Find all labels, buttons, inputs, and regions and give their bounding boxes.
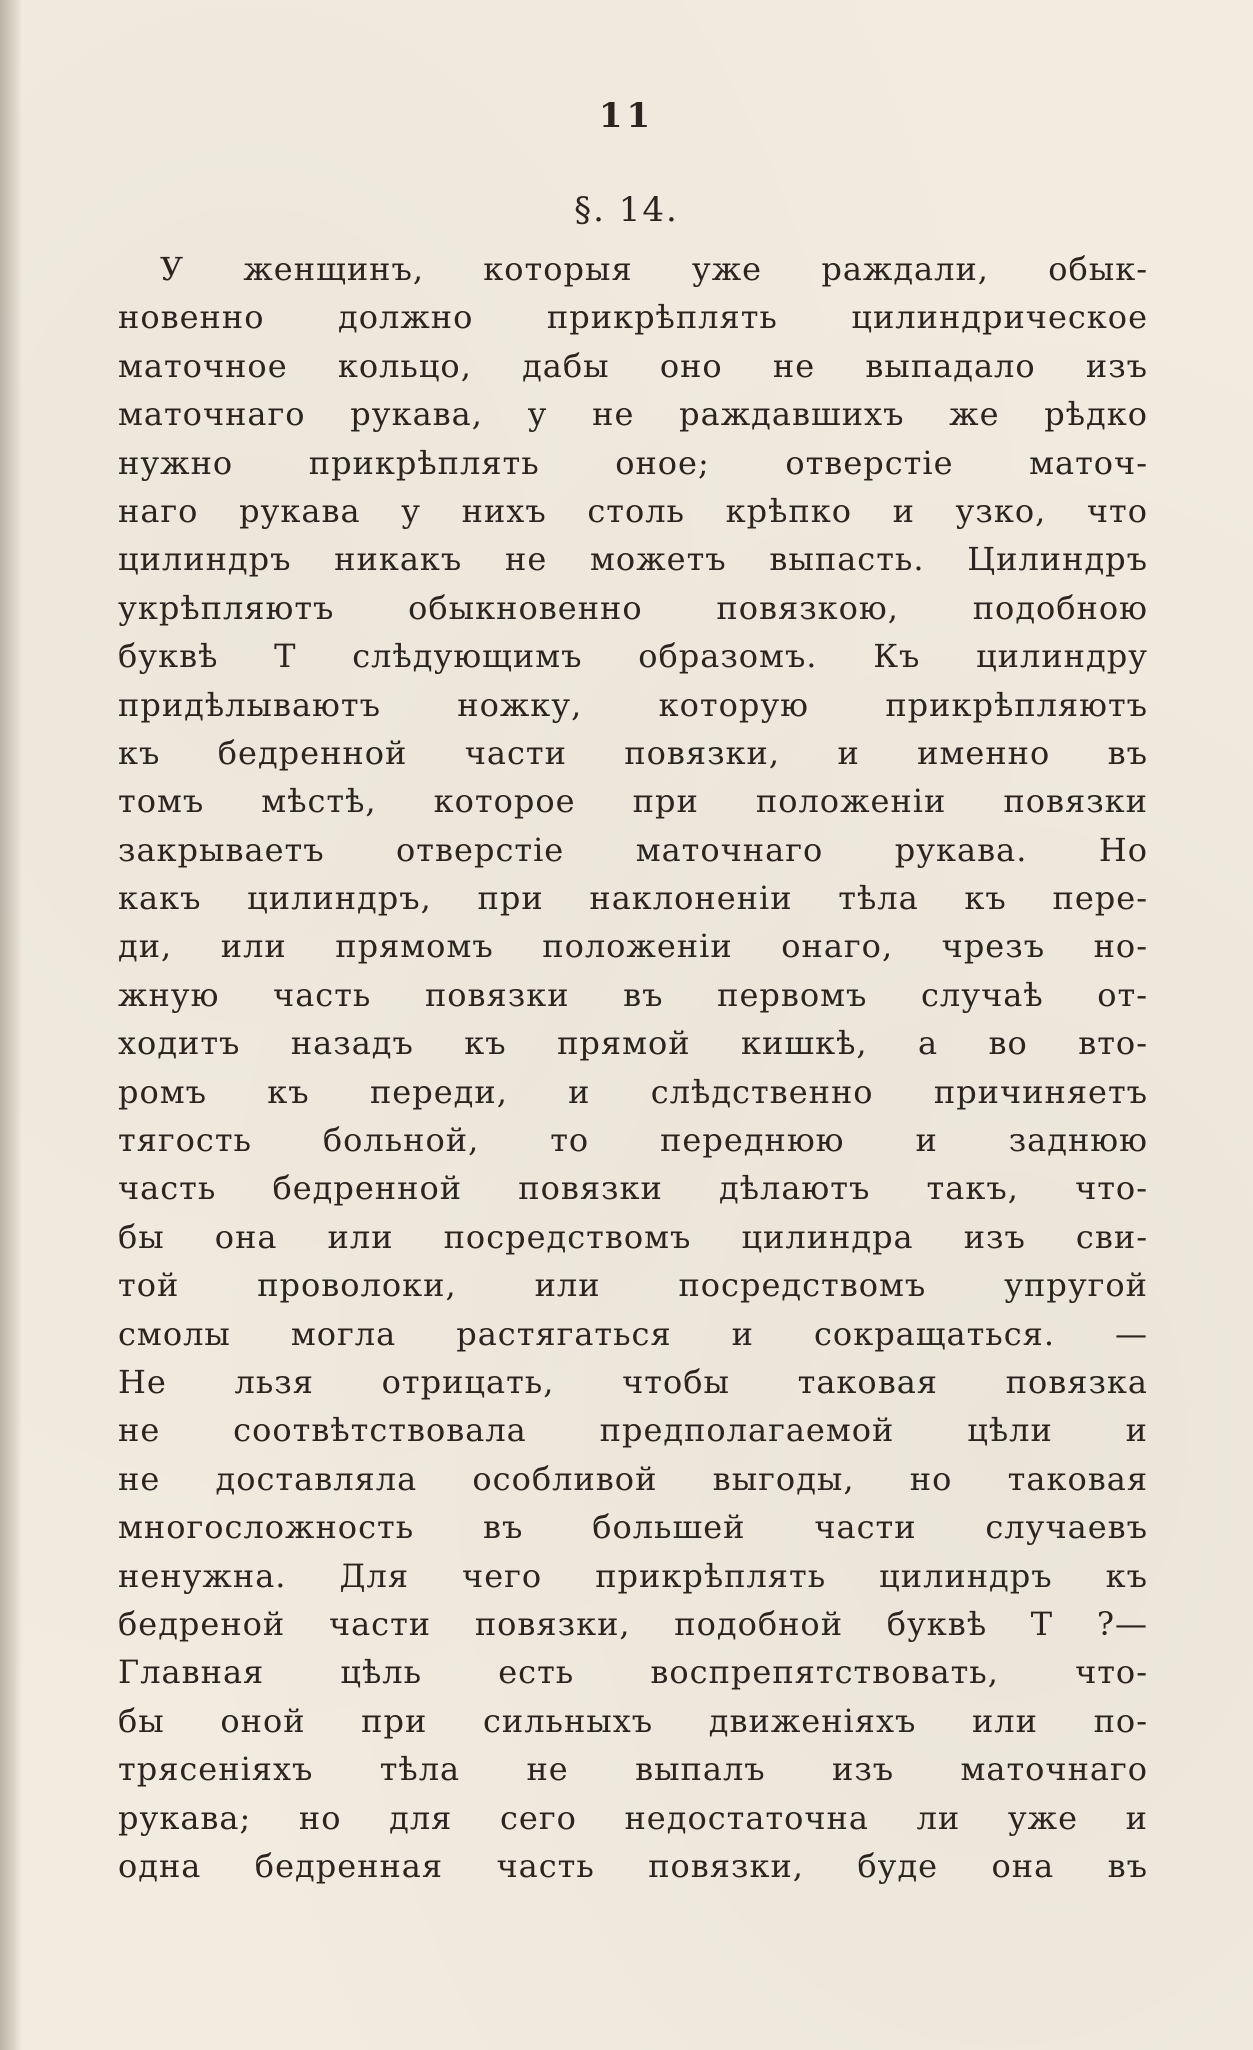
page-binding-edge — [0, 0, 22, 2050]
text-line: нужно прикрѣплять оное; отверстіе маточ- — [118, 443, 1148, 482]
text-line: томъ мѣстѣ, которое при положеніи повязки — [118, 782, 1148, 821]
text-line: не соотвѣтствовала предполагаемой цѣли и — [118, 1411, 1148, 1450]
text-line: придѣлываютъ ножку, которую прикрѣпляютъ — [118, 685, 1148, 724]
text-line: одна бедренная часть повязки, буде она въ — [118, 1846, 1148, 1885]
text-line: укрѣпляютъ обыкновенно повязкою, подобною — [118, 588, 1148, 627]
text-line: какъ цилиндръ, при наклоненіи тѣла къ пере- — [118, 879, 1148, 918]
text-line: тягость больной, то переднюю и заднюю — [118, 1121, 1148, 1160]
page-number: 11 — [598, 96, 655, 136]
text-line: закрываетъ отверстіе маточнаго рукава. Но — [118, 830, 1148, 869]
text-line: бедреной части повязки, подобной буквѣ Т ?— — [118, 1604, 1148, 1643]
text-line: ди, или прямомъ положеніи онаго, чрезъ но- — [118, 927, 1148, 966]
text-line: смолы могла растягаться и сокращаться. — — [118, 1314, 1148, 1353]
text-line: рукава; но для сего недостаточна ли уже и — [118, 1798, 1148, 1837]
text-line: часть бедренной повязки дѣлаютъ такъ, что- — [118, 1169, 1148, 1208]
text-line: той проволоки, или посредствомъ упругой — [118, 1266, 1148, 1305]
text-line: бы она или посредствомъ цилиндра изъ сви- — [118, 1217, 1148, 1256]
text-line: не доставляла особливой выгоды, но таковая — [118, 1459, 1148, 1498]
text-line: цилиндръ никакъ не можетъ выпасть. Цилиндръ — [118, 540, 1148, 579]
text-line: новенно должно прикрѣплять цилиндрическое — [118, 298, 1148, 337]
text-line: ходитъ назадъ къ прямой кишкѣ, а во вто- — [118, 1024, 1148, 1063]
text-line: Не льзя отрицать, чтобы таковая повязка — [118, 1362, 1148, 1401]
text-line: маточное кольцо, дабы оно не выпадало изъ — [118, 346, 1148, 385]
text-line: маточнаго рукава, у не раждавшихъ же рѣдко — [118, 395, 1148, 434]
text-line: ромъ къ переди, и слѣдственно причиняетъ — [118, 1072, 1148, 1111]
section-heading: §. 14. — [574, 190, 679, 230]
text-line: многосложность въ большей части случаевъ — [118, 1508, 1148, 1547]
text-line: буквѣ Т слѣдующимъ образомъ. Къ цилиндру — [118, 637, 1148, 676]
text-line: бы оной при сильныхъ движеніяхъ или по- — [118, 1701, 1148, 1740]
text-line: трясеніяхъ тѣла не выпалъ изъ маточнаго — [118, 1750, 1148, 1789]
text-line: къ бедренной части повязки, и именно въ — [118, 733, 1148, 772]
body-text — [118, 245, 1148, 1890]
text-line: жную часть повязки въ первомъ случаѣ от- — [118, 975, 1148, 1014]
text-line: У женщинъ, которыя уже раждали, обык- — [160, 250, 1148, 288]
text-line: ненужна. Для чего прикрѣплять цилиндръ къ — [118, 1556, 1148, 1595]
text-line: Главная цѣль есть воспрепятствовать, что- — [118, 1653, 1148, 1692]
text-line: наго рукава у нихъ столь крѣпко и узко, что — [118, 491, 1148, 530]
